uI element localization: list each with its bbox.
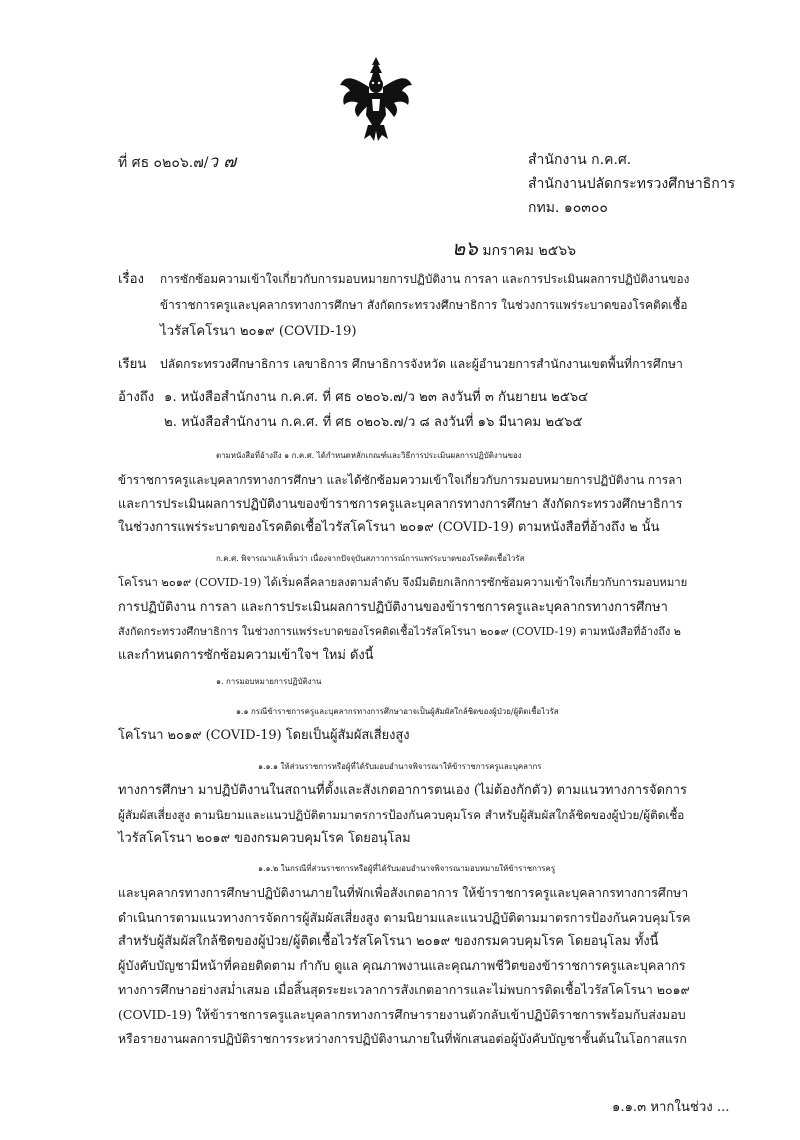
recipient-text: ปลัดกระทรวงศึกษาธิการ เลขาธิการ ศึกษาธิการจังหวัด และผู้อำนวยการสำนักงานเขตพื้นที่การศึกษา: [160, 357, 683, 371]
document-number-prefix: ที่ ศธ ๐๒๐๖.๗/: [118, 155, 209, 171]
recipient-label: เรียน: [118, 357, 147, 372]
subject-label: เรื่อง: [118, 272, 144, 287]
subject-line: ข้าราชการครูและบุคลากรทางการศึกษา สังกัดกระทรวงศึกษาธิการ ในช่วงการแพร่ระบาดของโรคติดเชื้อ: [160, 298, 688, 312]
body-line: การปฏิบัติงาน การลา และการประเมินผลการปฏิบัติงานของข้าราชการครูและบุคลากรทางการศึกษา: [118, 600, 668, 615]
body-line: โคโรนา ๒๐๑๙ (COVID-19) ได้เริ่มคลี่คลายลงตามลำดับ จึงมีมติยกเลิกการซักซ้อมความเข้าใจเกี่ยวกับการมอบหมาย: [118, 576, 688, 589]
continuation-marker: ๑.๑.๓ หากในช่วง ...: [612, 1100, 730, 1115]
body-line: ๑.๑.๒ ในกรณีที่ส่วนราชการหรือผู้ที่ได้รับมอบอำนาจพิจารณามอบหมายให้ข้าราชการครู: [258, 864, 556, 873]
body-line: ทางการศึกษาอย่างสม่ำเสมอ เมื่อสิ้นสุดระยะเวลาการสังเกตอาการและไม่พบการติดเชื้อไวรัสโคโรนา ๒๐๑๙: [118, 982, 690, 997]
section-heading: ๑. การมอบหมายการปฏิบัติงาน: [216, 677, 322, 686]
body-line: ผู้บังคับบัญชามีหน้าที่คอยติดตาม กำกับ ดูแล คุณภาพงานและคุณภาพชีวิตของข้าราชการครูและบุคลากร: [118, 958, 686, 973]
date-month-year: มกราคม ๒๕๖๖: [482, 243, 577, 259]
body-line: ไวรัสโคโรนา ๒๐๑๙ ของกรมควบคุมโรค โดยอนุโลม: [118, 831, 411, 846]
date-day-handwritten: ๒๖: [452, 236, 478, 260]
document-number: [118, 148, 236, 175]
body-line: ๑.๑ กรณีข้าราชการครูและบุคลากรทางการศึกษาอาจเป็นผู้สัมผัสใกล้ชิดของผู้ป่วย/ผู้ติดเชื้อไวรัส: [236, 707, 559, 716]
body-line: (COVID-19) ให้ข้าราชการครูและบุคลากรทางการศึกษารายงานตัวกลับเข้าปฏิบัติราชการพร้อมกับส่งมอบ: [118, 1007, 686, 1022]
body-line: ทางการศึกษา มาปฏิบัติงานในสถานที่ตั้งและสังเกตอาการตนเอง (ไม่ต้องกักตัว) ตามแนวทางการจัดการ: [118, 783, 687, 798]
body-line: สำหรับผู้สัมผัสใกล้ชิดของผู้ป่วย/ผู้ติดเชื้อไวรัสโคโรนา ๒๐๑๙ ของกรมควบคุมโรค โดยอนุโลม ทั้งนี้: [118, 934, 659, 949]
body-line: และกำหนดการซักซ้อมความเข้าใจฯ ใหม่ ดังนี้: [118, 648, 374, 663]
body-line: ดำเนินการตามแนวทางการจัดการผู้สัมผัสเสี่ยงสูง ตามนิยามและแนวปฏิบัติตามมาตรการป้องกันควบคุมโรค: [118, 910, 691, 925]
garuda-emblem: [338, 55, 414, 143]
body-line: ในช่วงการแพร่ระบาดของโรคติดเชื้อไวรัสโคโรนา ๒๐๑๙ (COVID-19) ตามหนังสือที่อ้างถึง ๒ นั้น: [118, 520, 660, 535]
body-line: ผู้สัมผัสเสี่ยงสูง ตามนิยามและแนวปฏิบัติตามมาตรการป้องกันควบคุมโรค สำหรับผู้สัมผัสใกล้ชิดของผู้ป่วย/ผู้ติดเชื้อ: [118, 808, 685, 822]
references-label: อ้างถึง: [118, 390, 155, 405]
subject-line: การซักซ้อมความเข้าใจเกี่ยวกับการมอบหมายการปฏิบัติงาน การลา และการประเมินผลการปฏิบัติงานของ: [160, 272, 690, 286]
document-number-handwritten: ว ๗: [208, 152, 237, 172]
office-line: สำนักงาน ก.ค.ศ.: [528, 152, 632, 168]
office-line: กทม. ๑๐๓๐๐: [528, 200, 608, 216]
body-line: และบุคลากรทางการศึกษาปฏิบัติงานภายในที่พักเพื่อสังเกตอาการ ให้ข้าราชการครูและบุคลากรทางการศึกษา: [118, 886, 689, 900]
body-line: ๑.๑.๑ ให้ส่วนราชการหรือผู้ที่ได้รับมอบอำนาจพิจารณาให้ข้าราชการครูและบุคลากร: [258, 762, 542, 771]
body-line: ข้าราชการครูและบุคลากรทางการศึกษา และได้ซักซ้อมความเข้าใจเกี่ยวกับการมอบหมายการปฏิบัติงาน การลา: [118, 473, 683, 487]
subject-line: ไวรัสโคโรนา ๒๐๑๙ (COVID-19): [160, 324, 357, 339]
body-line: ก.ค.ศ. พิจารณาแล้วเห็นว่า เนื่องจากปัจจุบันสภาวการณ์การแพร่ระบาดของโรคติดเชื้อไวรัส: [216, 554, 525, 563]
reference-item: ๒. หนังสือสำนักงาน ก.ค.ศ. ที่ ศธ ๐๒๐๖.๗/ว ๘ ลงวันที่ ๑๖ มีนาคม ๒๕๖๕: [164, 415, 583, 430]
body-line: หรือรายงานผลการปฏิบัติราชการระหว่างการปฏิบัติงานภายในที่พักเสนอต่อผู้บังคับบัญชาชั้นต้นในโอกาสแรก: [118, 1032, 687, 1046]
letter-date: [452, 232, 576, 264]
body-line: ตามหนังสือที่อ้างถึง ๑ ก.ค.ศ. ได้กำหนดหลักเกณฑ์และวิธีการประเมินผลการปฏิบัติงานของ: [216, 451, 522, 460]
office-address: [528, 148, 735, 220]
body-line: และการประเมินผลการปฏิบัติงานของข้าราชการครูและบุคลากรทางการศึกษา สังกัดกระทรวงศึกษาธิการ: [118, 496, 683, 511]
reference-item: ๑. หนังสือสำนักงาน ก.ค.ศ. ที่ ศธ ๐๒๐๖.๗/ว ๒๓ ลงวันที่ ๓ กันยายน ๒๕๖๔: [164, 390, 589, 405]
body-line: โคโรนา ๒๐๑๙ (COVID-19) โดยเป็นผู้สัมผัสเสี่ยงสูง: [118, 728, 410, 743]
body-line: สังกัดกระทรวงศึกษาธิการ ในช่วงการแพร่ระบาดของโรคติดเชื้อไวรัสโคโรนา ๒๐๑๙ (COVID-19) ตามหนังสือที่อ้างถึง ๒: [118, 625, 681, 638]
office-line: สำนักงานปลัดกระทรวงศึกษาธิการ: [528, 176, 736, 192]
